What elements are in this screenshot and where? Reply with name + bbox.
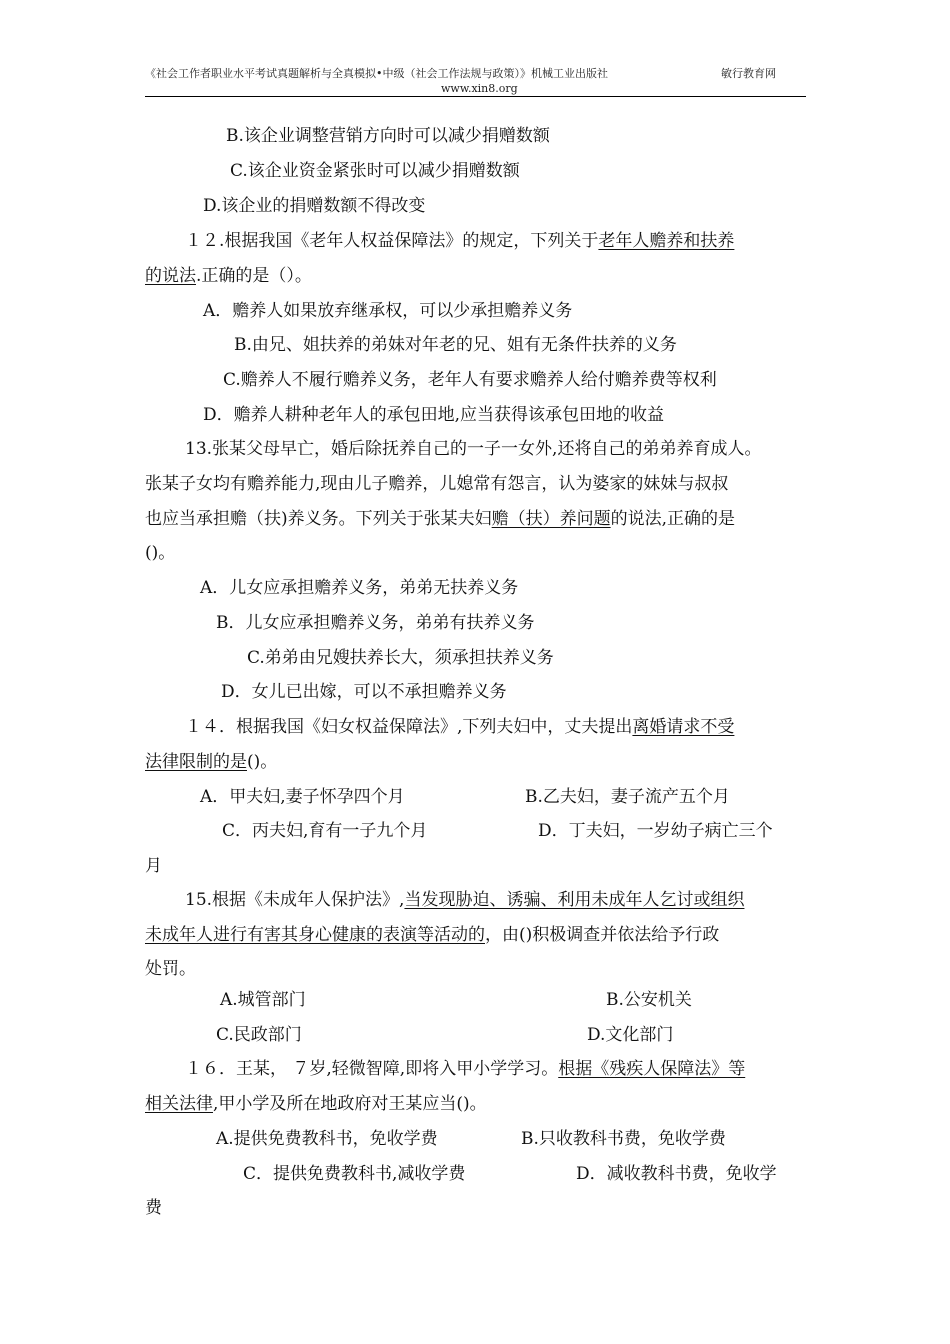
q11-option-c: C.该企业资金紧张时可以减少捐赠数额 [230,161,520,181]
q14-stem-text: １４．根据我国《妇女权益保障法》,下列夫妇中，丈夫提出 [185,717,633,737]
q11-option-b: B.该企业调整营销方向时可以减少捐赠数额 [226,126,550,146]
q12-key-phrase-cont: 的说法 [145,266,196,286]
q13-key-phrase: 赡（扶）养问题 [491,509,611,529]
q13-stem-line-1: 13.张某父母早亡，婚后除抚养自己的一子一女外,还将自己的弟弟养育成人。 [185,439,762,459]
q15-option-b: B.公安机关 [606,990,692,1010]
q16-stem-line-2 [145,1092,487,1116]
q14-option-b: B.乙夫妇，妻子流产五个月 [525,787,730,807]
q13-stem-text: 也应当承担赡（扶)养义务。下列关于张某夫妇 [145,509,492,529]
q16-stem-line-1 [185,1057,745,1081]
q15-stem-end: ，由()积极调查并依法给予行政 [485,925,720,945]
q14-option-c: C．丙夫妇,育有一子九个月 [222,821,428,841]
header-site: 敏行教育网 [721,67,776,80]
q15-option-c: C.民政部门 [216,1025,302,1045]
q13-stem-line-2: 张某子女均有赡养能力,现由儿子赡养，儿媳常有怨言，认为婆家的妹妹与叔叔 [145,474,729,494]
q15-stem-line-2 [145,923,719,947]
q13-option-a: A．儿女应承担赡养义务，弟弟无扶养义务 [200,578,519,598]
q14-key-phrase-cont: 法律限制的是 [145,752,247,772]
q15-option-a: A.城管部门 [220,990,306,1010]
q14-option-a: A．甲夫妇,妻子怀孕四个月 [200,787,405,807]
q16-key-phrase: 根据《残疾人保障法》等 [558,1059,746,1079]
q16-option-b: B.只收教科书费，免收学费 [521,1129,726,1149]
q13-stem-text-end: 的说法,正确的是 [610,509,736,529]
q15-stem-line-3: 处罚。 [145,959,196,979]
q12-stem-end: .正确的是（）。 [196,266,312,286]
q12-option-a: A．赡养人如果放弃继承权，可以少承担赡养义务 [203,301,573,321]
q16-stem-end: ,甲小学及所在地政府对王某应当()。 [213,1094,487,1114]
header-rule [145,96,806,97]
q12-key-phrase: 老年人赡养和扶养 [598,231,735,251]
q13-stem-line-4: ()。 [145,543,176,563]
q16-option-d-cont: 费 [145,1198,162,1218]
q15-option-d: D.文化部门 [587,1025,674,1045]
q14-stem-line-2 [145,750,277,774]
q12-option-b: B.由兄、姐扶养的弟妹对年老的兄、姐有无条件扶养的义务 [234,335,677,355]
header-url: www.xin8.org [441,82,518,95]
q13-option-d: D．女儿已出嫁，可以不承担赡养义务 [221,682,507,702]
q13-option-c: C.弟弟由兄嫂扶养长大，须承担扶养义务 [247,648,554,668]
q15-key-phrase: 当发现胁迫、诱骗、利用未成年人乞讨或组织 [404,890,745,910]
q16-key-phrase-cont: 相关法律 [145,1094,213,1114]
q12-stem-text: １２.根据我国《老年人权益保障法》的规定，下列关于 [185,231,599,251]
q15-key-phrase-cont: 未成年人进行有害其身心健康的表演等活动的 [145,925,485,945]
q14-stem-line-1 [185,715,734,739]
q12-stem-line-1 [185,229,734,253]
q15-stem-line-1 [185,888,744,912]
q14-option-d-cont: 月 [145,856,162,876]
header-title: 《社会工作者职业水平考试真题解析与全真模拟•中级（社会工作法规与政策）》机械工业出版社 [145,67,608,80]
q14-stem-end: ()。 [247,752,278,772]
q13-stem-line-3 [145,507,735,531]
q12-option-d: D．赡养人耕种老年人的承包田地,应当获得该承包田地的收益 [203,405,665,425]
q12-stem-line-2 [145,264,312,288]
q14-key-phrase: 离婚请求不受 [632,717,735,737]
q11-option-d: D.该企业的捐赠数额不得改变 [203,196,426,216]
q13-option-b: B．儿女应承担赡养义务，弟弟有扶养义务 [216,613,535,633]
q12-option-c: C.赡养人不履行赡养义务，老年人有要求赡养人给付赡养费等权利 [223,370,717,390]
q16-option-a: A.提供免费教科书，免收学费 [216,1129,438,1149]
q16-option-d: D．减收教科书费，免收学 [576,1164,777,1184]
q14-option-d: D．丁夫妇，一岁幼子病亡三个 [538,821,773,841]
q16-option-c: C．提供免费教科书,减收学费 [243,1164,466,1184]
q16-stem-text: １６．王某， ７岁,轻微智障,即将入甲小学学习。 [185,1059,559,1079]
q15-stem-text: 15.根据《未成年人保护法》, [185,890,405,910]
